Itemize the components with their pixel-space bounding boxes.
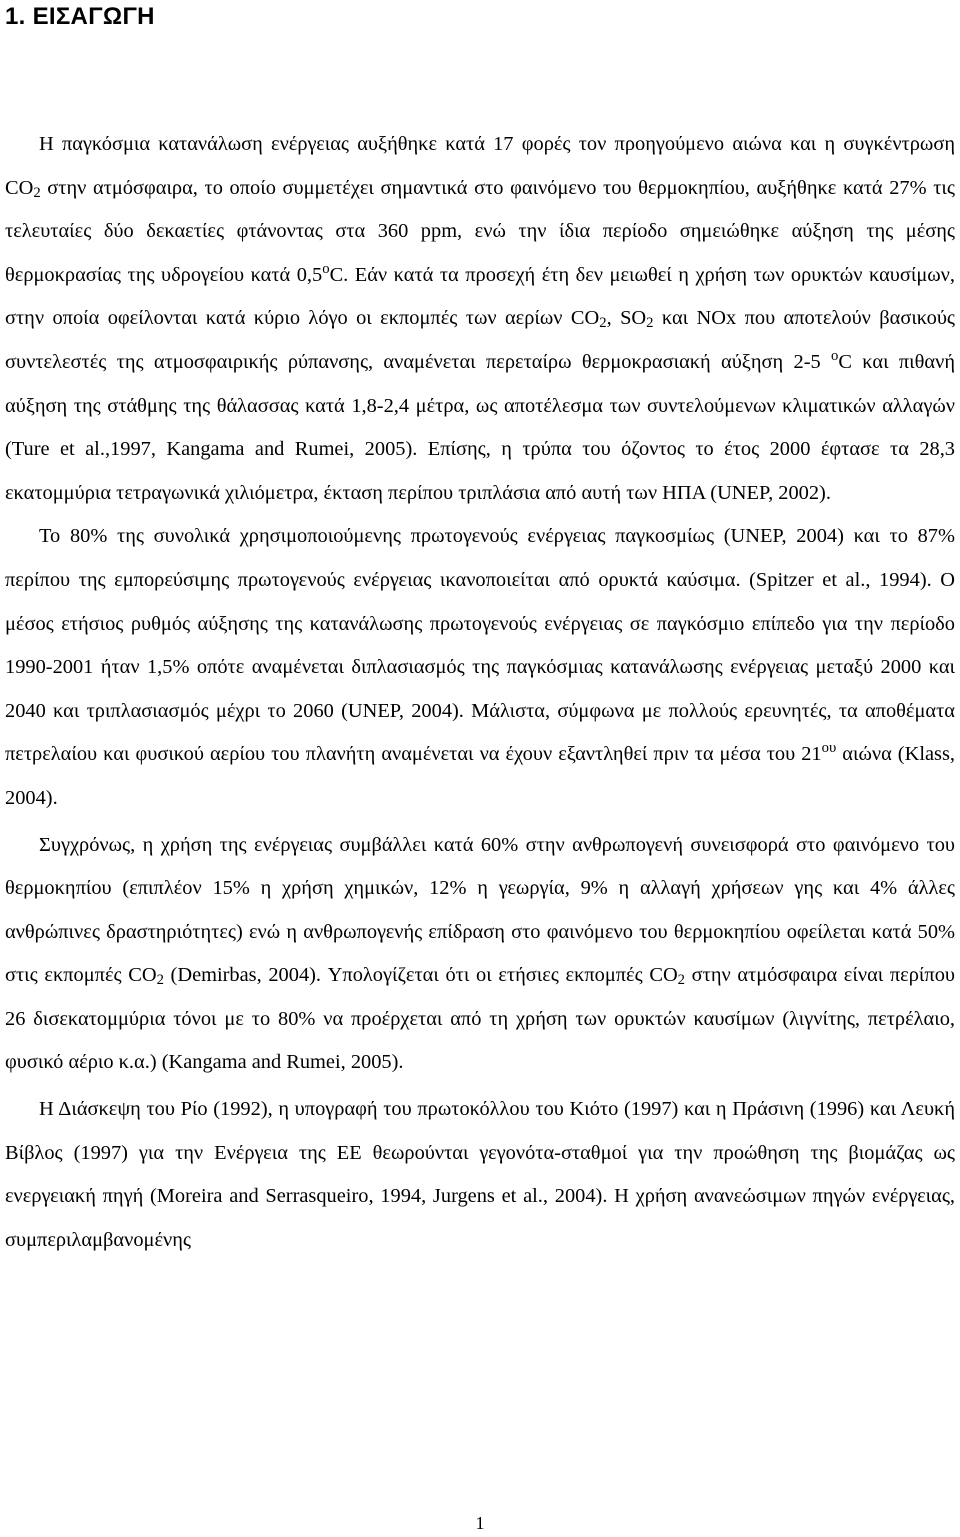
- section-heading: 1. ΕΙΣΑΓΩΓΗ: [5, 3, 155, 30]
- body-text: [5, 123, 955, 1262]
- page-number: 1: [475, 1513, 485, 1533]
- paragraph-1: Η παγκόσμια κατανάλωση ενέργειας αυξήθηκε κατά 17 φορές τον προηγούμενο αιώνα και η συγκέντρωση $CO_2$ στην ατμόσφαιρα, το οποίο συμμετέχει σημαντικά στο φαινόμενο του θερμοκηπίου, αυξήθηκε κατά 27% τις τελευταίες δύο δεκαετίες φτάνοντας στα 360 ppm, ενώ την ίδια περίοδο σημειώθηκε αύξηση της μέσης θερμοκρασίας της υδρογείου κατά 0,5$^o$C. Εάν κατά τα προσεχή έτη δεν μειωθεί η χρήση των ορυκτών καυσίμων, στην οποία οφείλονται κατά κύριο λόγο οι εκπομπές των αερίων $CO_2$, $SO_2$ και NOx που αποτελούν βασικούς συντελεστές της ατμοσφαιρικής ρύπανσης, αναμένεται περεταίρω θερμοκρασιακή αύξηση 2-5 $^o$C και πιθανή αύξηση της στάθμης της θάλασσας κατά 1,8-2,4 μέτρα, ως αποτέλεσμα των συντελούμενων κλιματικών αλλαγών (Ture et al.,1997, Kangama and Rumei, 2005). Επίσης, η τρύπα του όζοντος το έτος 2000 έφτασε τα 28,3 εκατομμύρια τετραγωνικά χιλιόμετρα, έκταση περίπου τριπλάσια από αυτή των ΗΠΑ (UNEP, 2002).: [5, 133, 955, 504]
- paragraph-2: Το 80% της συνολικά χρησιμοποιούμενης πρωτογενούς ενέργειας παγκοσμίως (UNEP, 2004) και το 87% περίπου της εμπορεύσιμης πρωτογενούς ενέργειας ικανοποιείται από ορυκτά καύσιμα. (Spitzer et al., 1994). Ο μέσος ετήσιος ρυθμός αύξησης της κατανάλωσης πρωτογενούς ενέργειας σε παγκόσμιο επίπεδο για την περίοδο 1990-2001 ήταν 1,5% οπότε αναμένεται διπλασιασμός της παγκόσμιας κατανάλωσης ενέργειας μεταξύ 2000 και 2040 και τριπλασιασμός μέχρι το 2060 (UNEP, 2004). Μάλιστα, σύμφωνα με πολλούς ερευνητές, τα αποθέματα πετρελαίου και φυσικού αερίου του πλανήτη αναμένεται να έχουν εξαντληθεί πριν τα μέσα του $21^{o\upsilon}$ αιώνα (Klass, 2004).: [5, 525, 955, 809]
- paragraph-4: Η Διάσκεψη του Ρίο (1992), η υπογραφή του πρωτοκόλλου του Κιότο (1997) και η Πράσινη (1996) και Λευκή Βίβλος (1997) για την Ενέργεια της ΕΕ θεωρούνται γεγονότα-σταθμοί για την προώθηση της βιομάζας ως ενεργειακή πηγή (Moreira and Serrasqueiro, 1994, Jurgens et al., 2004). Η χρήση ανανεώσιμων πηγών ενέργειας, συμπεριλαμβανομένης: [5, 1098, 955, 1251]
- paragraph-3: Συγχρόνως, η χρήση της ενέργειας συμβάλλει κατά 60% στην ανθρωπογενή συνεισφορά στο φαινόμενο του θερμοκηπίου (επιπλέον 15% η χρήση χημικών, 12% η γεωργία, 9% η αλλαγή χρήσεων γης και 4% άλλες ανθρώπινες δραστηριότητες) ενώ η ανθρωπογενής επίδραση στο φαινόμενο του θερμοκηπίου οφείλεται κατά 50% στις εκπομπές $CO_2$ (Demirbas, 2004). Υπολογίζεται ότι οι ετήσιες εκπομπές $CO_2$ στην ατμόσφαιρα είναι περίπου 26 δισεκατομμύρια τόνοι με το 80% να προέρχεται από τη χρήση των ορυκτών καυσίμων (λιγνίτης, πετρέλαιο, φυσικό αέριο κ.α.) (Kangama and Rumei, 2005).: [5, 833, 955, 1074]
